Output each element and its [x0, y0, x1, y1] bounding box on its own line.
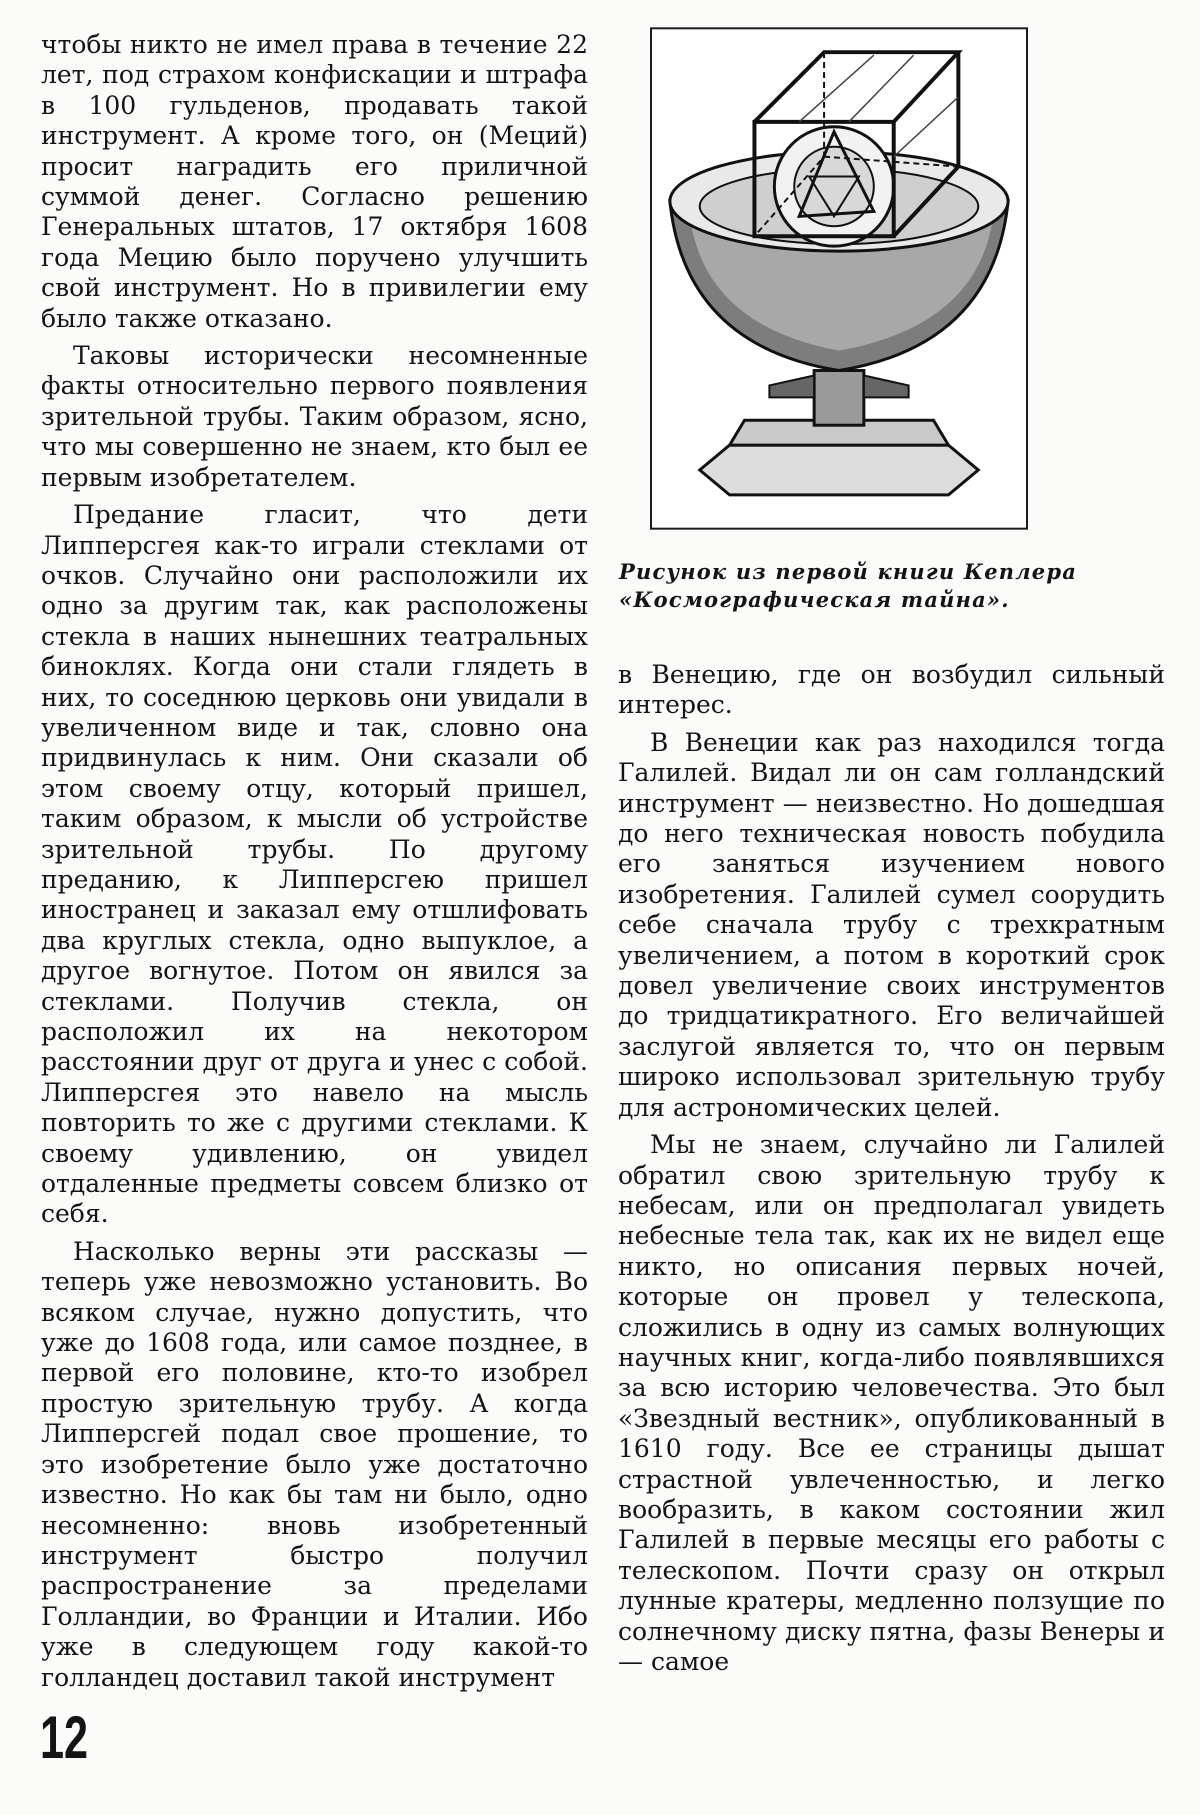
paragraph: Мы не знаем, случайно ли Галилей обратил свою зрительную трубу к небесам, или он предполагал увидеть небесные тела так, как их не видел еще никто, но описания первых ночей, которые он провел у телескопа, сложились в одну из самых волнующих научных книг, когда-либо появлявшихся за всю историю человечества. Это был «Звездный вестник», опубликованный в 1610 году. Все ее страницы дышат страстной увлеченностью, и легко вообразить, в каком состоянии жил Галилей в первые месяцы его работы с телескопом. Почти сразу он открыл лунные кратеры, медленно ползущие по солнечному диску пятна, фазы Венеры и — самое [618, 1130, 1165, 1676]
paragraph: Насколько верны эти рассказы — теперь уже невозможно установить. Во всяком случае, нужно допустить, что уже до 1608 года, или самое позднее, в первой его половине, кто-то изобрел простую зрительную трубу. А когда Липперсгей подал свое прошение, то это изобретение было уже достаточно известно. Но как бы там ни было, одно несомненно: вновь изобретенный инструмент быстро получил распространение за пределами Голландии, во Франции и Италии. Ибо уже в следующем году какой-то голландец доставил такой инструмент [41, 1236, 588, 1692]
paragraph: Таковы исторически несомненные факты относительно первого появления зрительной трубы. Таким образом, ясно, что мы совершенно не знаем, кто был ее первым изобретателем. [41, 341, 588, 492]
page-number: 12 [40, 1704, 89, 1771]
paragraph: В Венеции как раз находился тогда Галилей. Видал ли он сам голландский инструмент — неизвестно. Но дошедшая до него техническая новость побудила его заняться изучением нового изобретения. Галилей сумел соорудить себе сначала трубу с трехкратным увеличением, а потом в короткий срок довел увеличение своих инструментов до тридцатикратного. Его величайшей заслугой является то, что он первым широко использовал зрительную трубу для астрономических целей. [618, 727, 1165, 1122]
kepler-cosmographic-model-illustration [650, 26, 1028, 531]
paragraph: в Венецию, где он возбудил сильный интерес. [618, 660, 1165, 720]
figure-caption: Рисунок из первой книги Кеплера «Космографическая тайна». [619, 559, 1078, 612]
paragraph: Предание гласит, что дети Липперсгея как-то играли стеклами от очков. Случайно они расположили их одно за другим так, как расположены стекла в наших нынешних театральных биноклях. Когда они стали глядеть в них, то соседнюю церковь они увидали в увеличенном виде и так, словно она придвинулась к ним. Они сказали об этом своему отцу, который пришел, таким образом, к мысли об устройстве зрительной трубы. По другому преданию, к Липперсгею пришел иностранец и заказал ему отшлифовать два круглых стекла, одно выпуклое, а другое вогнутое. Потом он явился за стеклами. Получив стекла, он расположил их на некотором расстоянии друг от друга и унес с собой. Липперсгея это навело на мысль повторить то же с другими стеклами. К своему удивлению, он увидел отдаленные предметы совсем близко от себя. [41, 500, 588, 1229]
right-text-column [618, 660, 1165, 1677]
left-text-column [41, 30, 588, 1693]
paragraph: чтобы никто не имел права в течение 22 лет, под страхом конфискации и штрафа в 100 гульденов, продавать такой инструмент. А кроме того, он (Меций) просит наградить его приличной суммой денег. Согласно решению Генеральных штатов, 17 октября 1608 года Мецию было поручено улучшить свой инструмент. Но в привилегии ему было также отказано. [41, 30, 588, 333]
